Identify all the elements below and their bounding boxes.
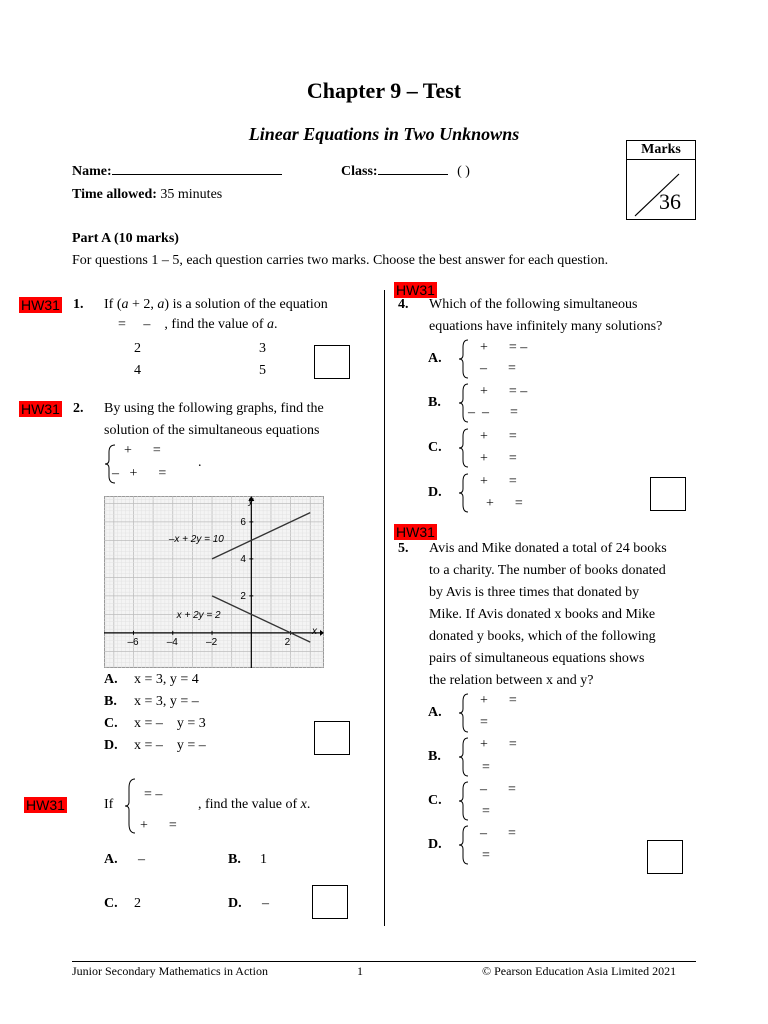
q1-answer-box[interactable] <box>314 345 350 379</box>
q3-option-c[interactable]: C. 2 <box>104 896 141 911</box>
q1-number: 1. <box>73 297 84 312</box>
footer-copyright: © Pearson Education Asia Limited 2021 <box>482 964 677 978</box>
hw-tag-q3: HW31 <box>26 797 65 813</box>
q2-answer-box[interactable] <box>314 721 350 755</box>
y-tick-label: 4 <box>240 553 246 565</box>
q5-line6: pairs of simultaneous equations shows <box>429 651 645 666</box>
name-field[interactable] <box>112 160 282 175</box>
q1-option-d[interactable]: 5 <box>259 363 266 378</box>
footer-rule <box>72 961 696 962</box>
q5-option-c[interactable]: C. – = = <box>428 782 516 819</box>
q3-if: If <box>104 797 114 812</box>
q4-answer-box[interactable] <box>650 477 686 511</box>
q5-line5: donated y books, which of the following <box>429 629 656 644</box>
q2-option-d[interactable]: D. x = – y = – <box>104 738 206 753</box>
q2-sys-line2: – + = <box>112 466 167 481</box>
name-label: Name: <box>72 164 112 179</box>
q5-number: 5. <box>398 541 409 556</box>
q4-line2: equations have infinitely many solutions? <box>429 319 663 334</box>
y-axis-label: y <box>248 496 254 507</box>
hw-tag-q5: HW31 <box>396 524 435 540</box>
q1-line1: If (a + 2, a) is a solution of the equation <box>104 297 328 312</box>
time-value: 35 minutes <box>156 187 223 202</box>
time-row <box>72 187 222 203</box>
q3-option-d[interactable]: D. – <box>228 896 269 911</box>
footer-book-title: Junior Secondary Mathematics in Action <box>72 964 268 978</box>
q2-sys-line1: + = <box>124 443 161 458</box>
q4-number: 4. <box>398 297 409 312</box>
hw-tag-q4: HW31 <box>396 282 435 298</box>
chapter-title: Chapter 9 – Test <box>306 78 462 103</box>
q1-option-b[interactable]: 3 <box>259 341 266 356</box>
chapter-subtitle: Linear Equations in Two Unknowns <box>248 124 520 144</box>
x-tick-label: 2 <box>284 636 291 648</box>
hw-tag-q1: HW31 <box>21 297 60 313</box>
footer-page-number: 1 <box>357 964 363 978</box>
class-label: Class: <box>341 164 378 179</box>
q2-option-a[interactable]: A. x = 3, y = 4 <box>104 672 199 687</box>
q3-brace <box>124 778 138 834</box>
x-tick-label: –6 <box>127 636 139 648</box>
q2-sys-dot: . <box>198 455 202 470</box>
x-axis-label: x <box>312 625 317 637</box>
column-divider <box>384 290 385 926</box>
part-a-instruction: For questions 1 – 5, each question carries two marks. Choose the best answer for each question. <box>72 253 609 268</box>
q3-answer-box[interactable] <box>312 885 348 919</box>
q1-line2: = – , find the value of a. <box>118 317 278 332</box>
q2-option-c[interactable]: C. x = – y = 3 <box>104 716 206 731</box>
name-row <box>72 160 282 180</box>
x-tick-label: –2 <box>206 636 218 648</box>
q1-option-a[interactable]: 2 <box>134 341 141 356</box>
y-tick-label: 6 <box>240 516 246 528</box>
q3-sys-line1: = – <box>144 787 163 802</box>
q2-option-b[interactable]: B. x = 3, y = – <box>104 694 199 709</box>
q5-answer-box[interactable] <box>647 840 683 874</box>
q5-line4: Mike. If Avis donated x books and Mike <box>429 607 656 622</box>
q1-option-c[interactable]: 4 <box>134 363 141 378</box>
x-tick-label: –4 <box>166 636 178 648</box>
q5-option-b[interactable]: B. + = = <box>428 737 517 775</box>
part-a-heading: Part A (10 marks) <box>72 231 179 246</box>
q3-question-text: , find the value of x. <box>198 797 311 812</box>
q2-line2: solution of the simultaneous equations <box>104 423 320 438</box>
q5-line7: the relation between x and y? <box>429 673 594 688</box>
class-row <box>341 160 470 180</box>
time-label: Time allowed: <box>72 187 157 202</box>
q4-line1: Which of the following simultaneous <box>429 297 638 312</box>
q2-line1: By using the following graphs, find the <box>104 401 324 416</box>
marks-box <box>626 140 696 220</box>
line-lower-label: x + 2y = 2 <box>176 610 221 622</box>
q4-option-d[interactable]: D. + = + = <box>428 474 523 511</box>
class-number-paren: ( ) <box>457 164 470 179</box>
hw-tag-q2: HW31 <box>21 401 60 417</box>
q3-sys-line2: + = <box>140 818 177 833</box>
marks-total: 36 <box>659 189 681 214</box>
q3-option-a[interactable]: A. – <box>104 852 145 867</box>
q5-option-a[interactable]: A. + = = <box>428 693 517 730</box>
q5-line3: by Avis is three times that donated by <box>429 585 640 600</box>
q5-line1: Avis and Mike donated a total of 24 books <box>429 541 667 556</box>
marks-label: Marks <box>627 141 695 160</box>
q5-line2: to a charity. The number of books donated <box>429 563 666 578</box>
class-field[interactable] <box>378 160 448 175</box>
q4-option-b[interactable]: B. + = – – – = <box>428 384 528 420</box>
y-tick-label: 2 <box>240 590 246 602</box>
q2-number: 2. <box>73 401 84 416</box>
q3-option-b[interactable]: B. 1 <box>228 852 267 867</box>
q4-option-c[interactable]: C. + = + = <box>428 429 517 466</box>
q2-graph <box>104 496 324 668</box>
q4-option-a[interactable]: A. + = – – = <box>428 340 528 376</box>
q5-option-d[interactable]: D. – = = <box>428 826 516 863</box>
line-upper-label: –x + 2y = 10 <box>168 534 224 546</box>
q2-graph-svg <box>104 496 324 668</box>
